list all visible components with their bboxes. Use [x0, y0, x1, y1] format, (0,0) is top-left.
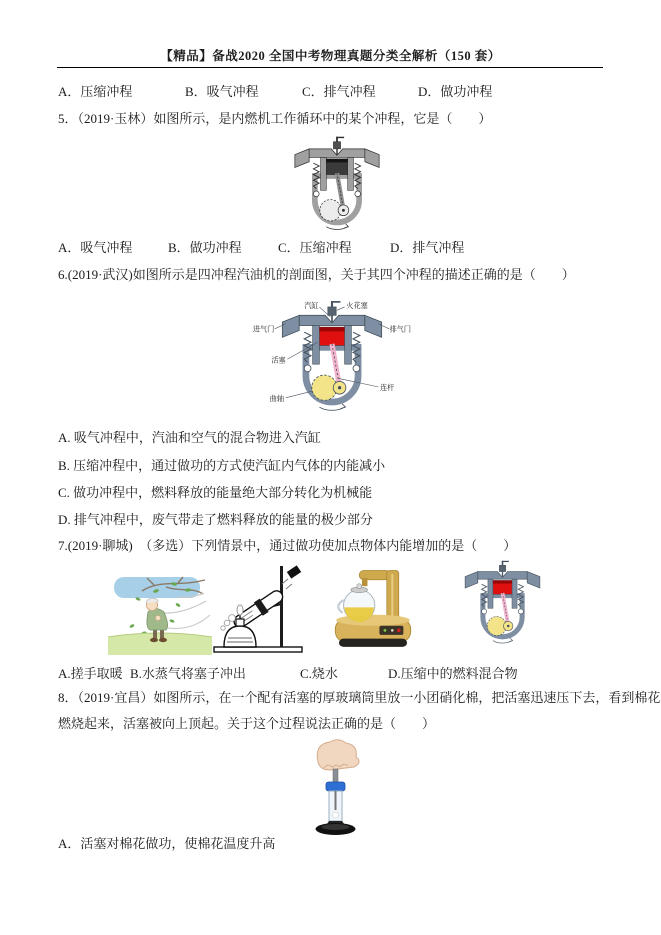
question-6-text: 6.(2019·武汉)如图所示是四冲程汽油机的剖面图，关于其四个冲程的描述正确的是（ ） — [58, 267, 575, 282]
q8-option-a: A．活塞对棉花做功，使棉花温度升高 — [58, 836, 276, 851]
engine-cross-section-gray — [281, 136, 393, 236]
fire-syringe-svg — [300, 736, 372, 836]
q6-option-d: D. 排气冲程中，废气带走了燃料释放的能量的极少部分 — [58, 512, 373, 527]
intake-valve-label: 进气门 — [252, 325, 275, 334]
piston-label: 活塞 — [271, 356, 286, 365]
q6-option-c: C. 做功冲程中，燃料释放的能量绝大部分转化为机械能 — [58, 485, 373, 500]
prev-option-a: A．压缩冲程 — [58, 84, 133, 99]
q6-option-a: A. 吸气冲程中，汽油和空气的混合物进入汽缸 — [58, 430, 321, 445]
engine-compression-svg — [455, 560, 550, 649]
rubbing-hands-svg — [108, 571, 212, 655]
q6-option-b: B. 压缩冲程中，通过做功的方式使汽缸内气体的内能减小 — [58, 458, 386, 473]
prev-option-d: D．做功冲程 — [418, 84, 493, 99]
q7-caption-a: A.搓手取暖 — [58, 666, 123, 681]
spark-plug-label: 火花塞 — [346, 301, 368, 310]
cylinder-label: 汽缸 — [304, 301, 319, 310]
question-8-text-line2: 燃烧起来，活塞被向上顶起。关于这个过程说法正确的是（ ） — [58, 716, 436, 731]
engine-labeled-svg — [252, 296, 412, 418]
question-8-text-line1: 8．（2019·宜昌）如图所示，在一个配有活塞的厚玻璃筒里放一小团硝化棉，把活塞迅速压下去，看到棉花 — [58, 690, 661, 705]
q7-caption-c: C.烧水 — [300, 666, 338, 681]
figure-kettle — [328, 565, 418, 657]
q5-option-b: B．做功冲程 — [168, 240, 242, 255]
q5-option-a: A．吸气冲程 — [58, 240, 133, 255]
figure-rubbing-hands — [108, 571, 212, 655]
q5-option-d: D．排气冲程 — [390, 240, 465, 255]
figure-engine-compression — [455, 560, 550, 655]
kettle-svg — [328, 565, 418, 657]
q7-caption-d: D.压缩中的燃料混合物 — [388, 666, 518, 681]
crankshaft-label: 曲轴 — [269, 395, 285, 404]
header-divider — [57, 67, 603, 68]
prev-option-b: B．吸气冲程 — [185, 84, 259, 99]
header-title: 【精品】备战2020 全国中考物理真题分类全解析（150 套） — [160, 49, 501, 63]
figure-fire-syringe — [300, 736, 372, 836]
question-7-text: 7.(2019·聊城) （多选）下列情景中，通过做功使加点物体内能增加的是（ ） — [58, 538, 517, 553]
engine-cross-section-labeled — [252, 296, 412, 420]
prev-option-c: C．排气冲程 — [302, 84, 376, 99]
figure-steam-stopper — [200, 562, 308, 655]
exhaust-valve-label: 排气门 — [389, 325, 412, 334]
q7-caption-b: B.水蒸气将塞子冲出 — [130, 666, 246, 681]
question-5-text: 5．（2019·玉林）如图所示，是内燃机工作循环中的某个冲程，它是（ ） — [58, 111, 492, 126]
connecting-rod-label: 连杆 — [379, 384, 395, 393]
q5-option-c: C．压缩冲程 — [278, 240, 352, 255]
engine-gray-svg — [281, 136, 393, 236]
steam-stopper-svg — [200, 562, 308, 655]
